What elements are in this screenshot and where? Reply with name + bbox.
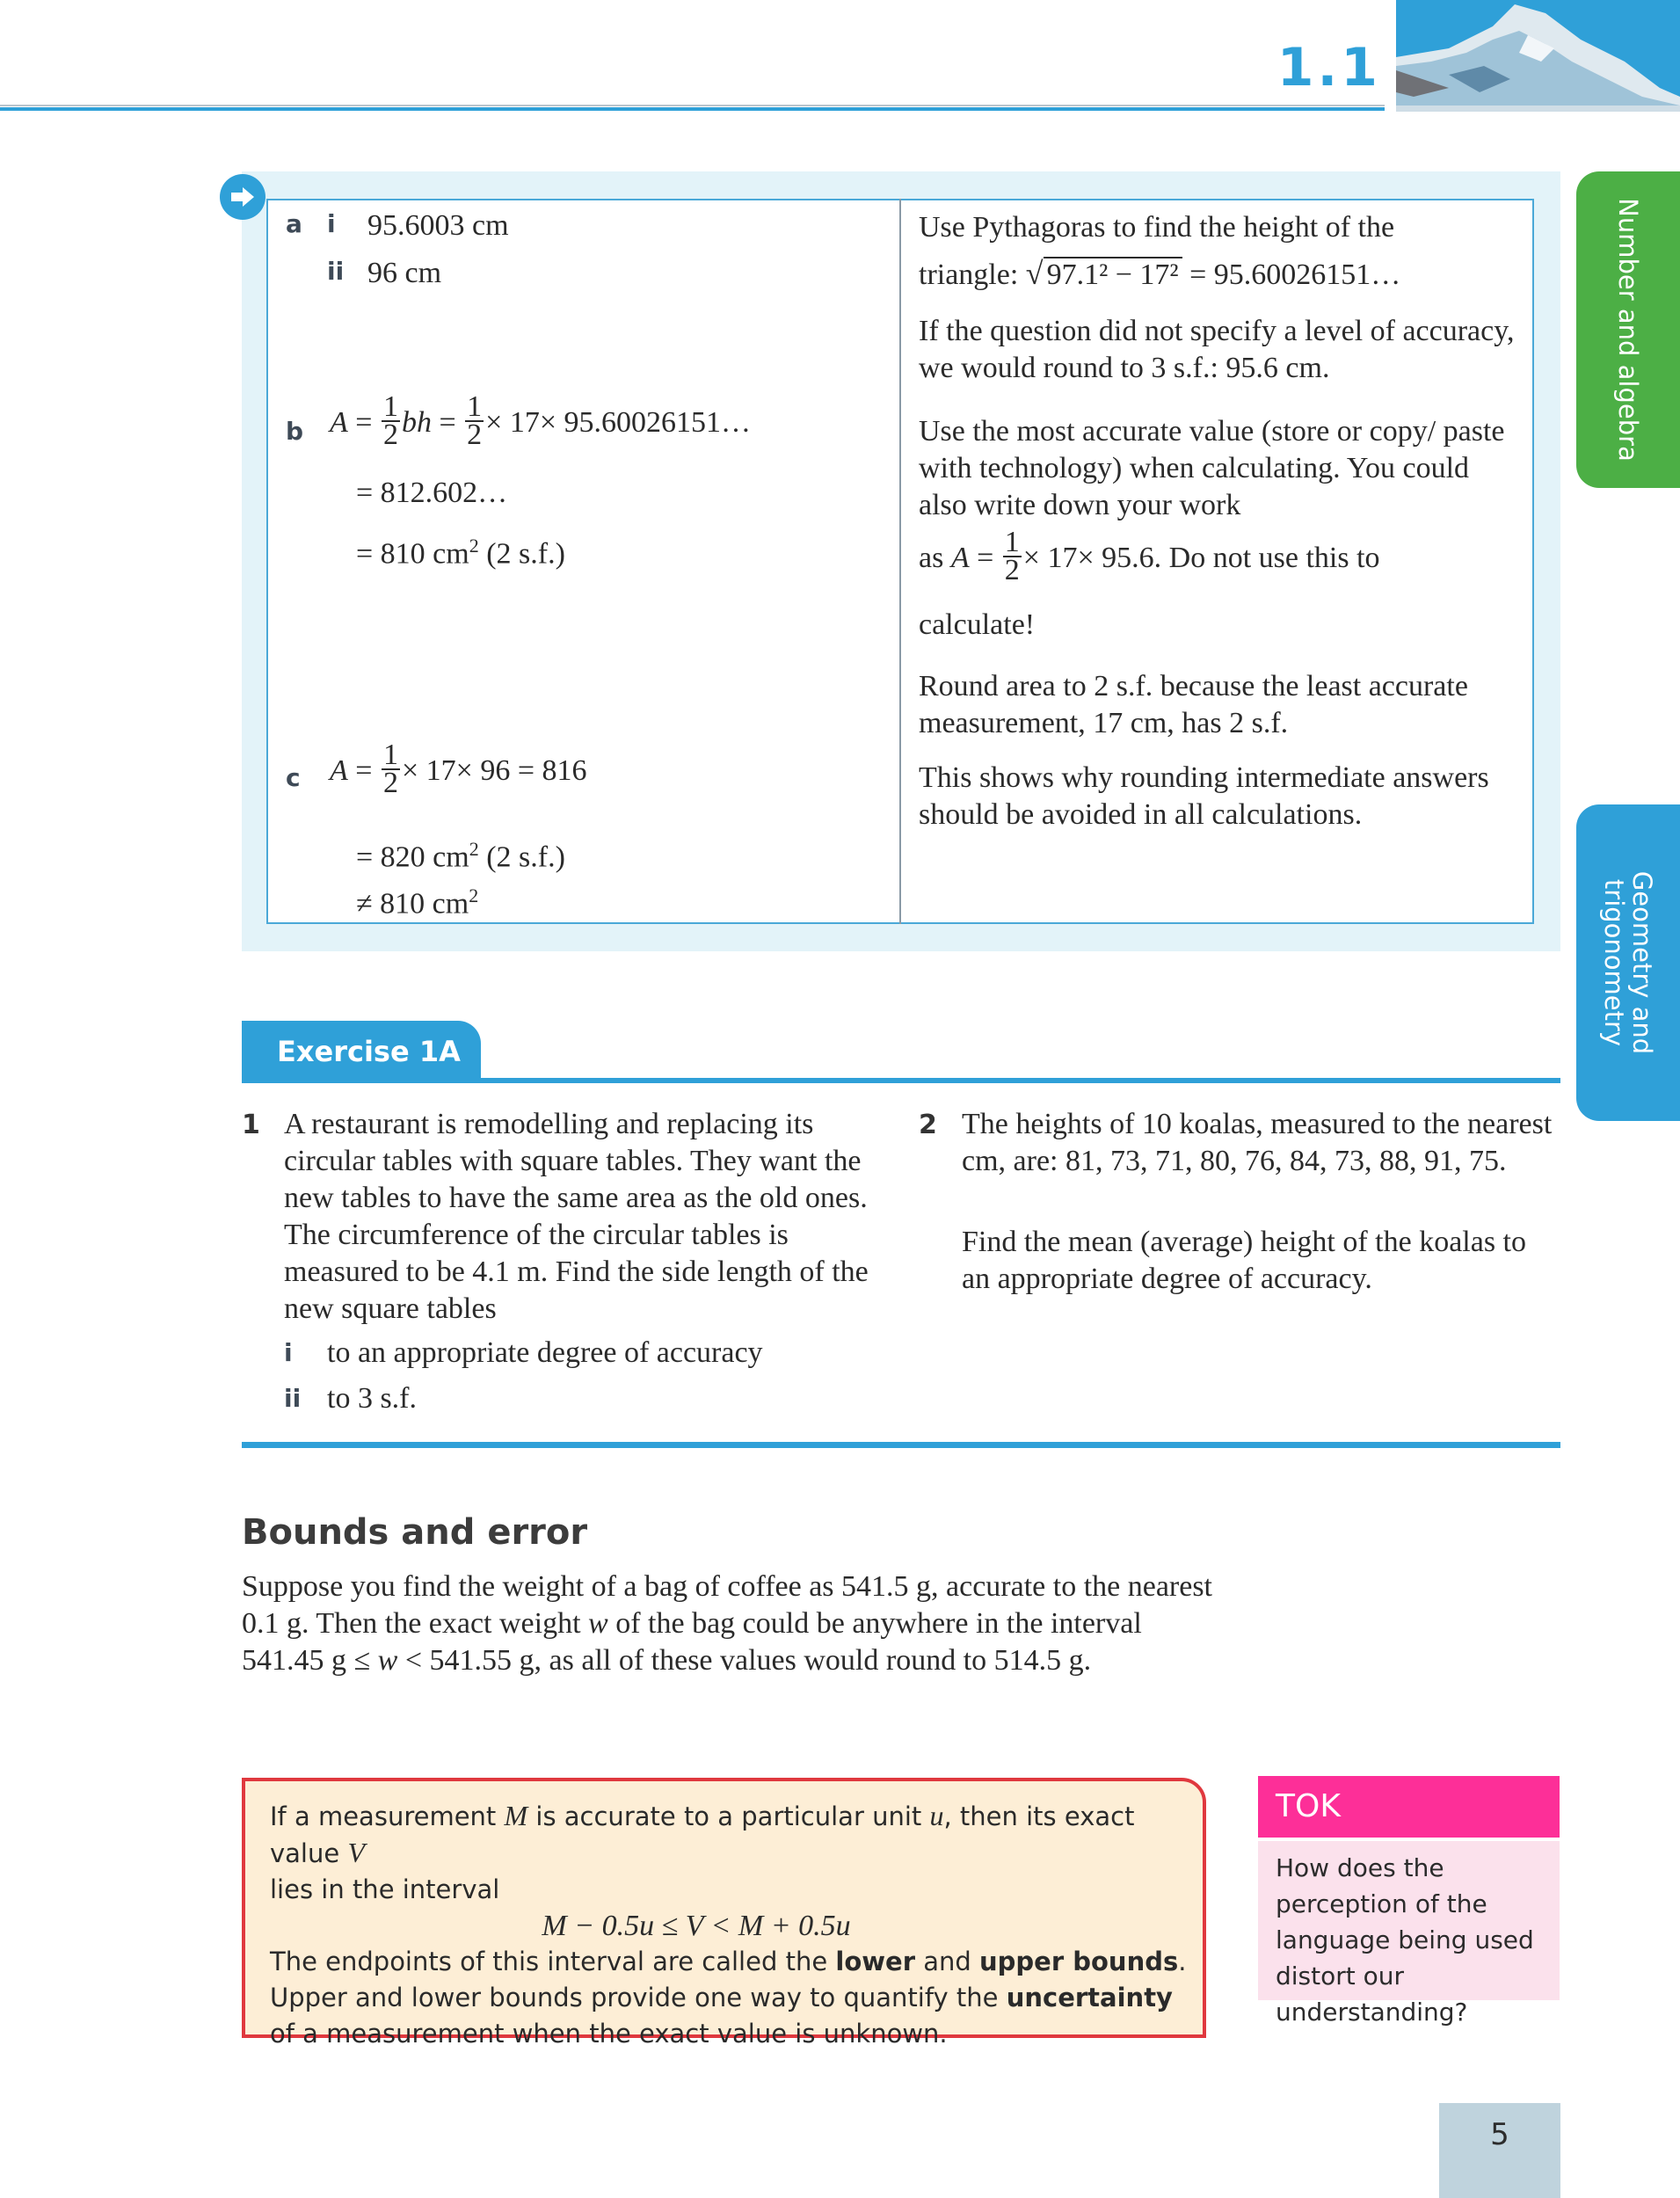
equals: = [347,753,380,787]
var-A: A [950,541,970,574]
mountain-image [1396,0,1680,112]
part-b-label: b [286,417,304,446]
fraction-half [1003,526,1022,586]
para-text: Suppose you find the weight of a bag of coffee as 541.5 g, accurate to the nearest 0.1 g. Then the exact weight [242,1570,1213,1640]
sf-note: (2 s.f.) [478,537,565,571]
part-c-line-1 [330,739,587,800]
part-b-line-2: = 812.602… [356,477,508,509]
area-value: = 810 cm [356,537,469,571]
para-text: of the bag could be anywhere in the interval 541.45 g ≤ [242,1607,1142,1677]
question-2-text-2: Find the mean (average) height of the koalas to an appropriate degree of accuracy. [962,1226,1526,1295]
part-b-line-1 [330,390,752,452]
term-lower: lower [835,1947,916,1976]
frac-num: 1 [467,390,483,423]
part-c-note: This shows why rounding intermediate answers should be avoided in all calculations. [919,761,1489,831]
frac-den: 2 [382,767,398,799]
bounds-formula: M − 0.5u ≤ V < M + 0.5u [542,1910,851,1942]
frac-den: 2 [467,418,483,451]
sf-note: (2 s.f.) [478,841,565,874]
equals: = [431,405,464,439]
part-b-note-2-end: calculate! [919,608,1036,641]
part-b-line-3 [356,528,565,572]
var-A: A [330,753,348,787]
var-u: u [929,1800,944,1831]
arrow-right-icon [229,186,256,208]
tok-text: How does the perception of the language being used distort our understanding? [1258,1841,1560,2000]
tok-title: TOK [1258,1776,1560,1838]
column-divider [899,199,901,924]
question-2-text: The heights of 10 koalas, measured to the nearest cm, are: 81, 73, 71, 80, 76, 84, 73, 88, 91, 75. [962,1108,1553,1177]
part-a-ii-value: 96 cm [367,257,442,289]
frac-den: 2 [1004,554,1020,586]
part-b-note-2 [919,526,1380,587]
part-c-line-3 [356,877,478,922]
header-rule-shadow [0,105,1385,106]
key-line-1 [270,1798,1193,1872]
question-1-part-ii-text: to 3 s.f. [327,1382,417,1415]
side-tab-label: Number and algebra [1613,198,1643,462]
kt: . [1178,1947,1187,1976]
var-w: w [588,1607,608,1640]
key-point-text [270,1798,1193,2052]
section-number: 1.1 [1276,37,1381,98]
equals: = [347,405,380,439]
part-b-rest: × 17× 95.60026151… [485,405,752,439]
note-post: × 17× 95.6. Do not use this to [1022,541,1380,574]
part-c-line-2 [356,831,565,876]
sqrt-icon: √ [1025,256,1044,291]
exercise-rule [242,1078,1560,1083]
var-A: A [330,405,348,439]
fraction-half [382,390,400,451]
fraction-half [465,390,484,451]
header-rule [0,107,1385,111]
frac-num: 1 [1004,526,1020,558]
part-b-note-1: Use the most accurate value (store or copy/ paste with technology) when calculating. You could also write down your work [919,415,1505,521]
part-a-note-line: Use Pythagoras to find the height of the [919,211,1395,244]
var-w: w [377,1644,398,1677]
kt: , then its exact value [270,1801,1135,1868]
superscript: 2 [469,838,479,860]
side-tab-label [1600,871,1656,1054]
side-tab-number-and-algebra[interactable] [1576,171,1680,488]
question-1-part-ii-label: ii [284,1384,302,1413]
note-prefix: triangle: [919,258,1026,291]
term-uncertainty: uncertainty [1006,1983,1173,2012]
question-2-number: 2 [919,1110,937,1140]
area-value: ≠ 810 cm [356,887,469,921]
part-a-label: a [286,209,302,238]
question-1-text: A restaurant is remodelling and replacing its circular tables with square tables. They want the new tables to have the same area as the old ones. The circumference of the circular tables is measured to be 4.1 m. Find the side length of the new square tables [284,1108,869,1325]
part-a-i-value: 95.6003 cm [367,209,509,242]
exercise-title: Exercise 1A [242,1021,481,1083]
note-prefix: as [919,541,951,574]
question-1-part-i-text: to an appropriate degree of accuracy [327,1336,763,1369]
para-text: < 541.55 g, as all of these values would round to 514.5 g. [397,1644,1092,1677]
area-value: = 820 cm [356,841,469,874]
part-b-note-3: Round area to 2 s.f. because the least accurate measurement, 17 cm, has 2 s.f. [919,670,1468,739]
var-bh: bh [401,405,432,439]
part-a-note-2: If the question did not specify a level of accuracy, we would round to 3 s.f.: 95.6 cm. [919,315,1515,384]
side-tab-label-line2: trigonometry [1599,878,1629,1047]
kt: of a measurement when the exact value is unknown. [270,2019,948,2049]
frac-den: 2 [382,418,398,451]
term-upper-bounds: upper bounds [979,1947,1179,1976]
superscript: 2 [469,884,479,906]
kt: The endpoints of this interval are called the [270,1947,836,1976]
part-a-note-1 [919,209,1525,294]
part-a [286,209,302,238]
question-1-part-i-label: i [284,1338,293,1367]
kt: Upper and lower bounds provide one way to quantify the [270,1983,1007,2012]
kt: is accurate to a particular unit [527,1801,930,1831]
pythagoras-expression [919,255,1525,294]
continue-arrow-button[interactable] [220,174,265,220]
frac-num: 1 [382,390,398,423]
part-a-i-label: i [327,209,336,238]
superscript: 2 [469,535,479,557]
note-result: = 95.60026151… [1182,258,1401,291]
part-a-ii-label: ii [327,257,345,286]
part-c-label: c [286,763,301,792]
mountain-icon [1396,0,1680,112]
var-M: M [504,1800,528,1831]
part-c-rest: × 17× 96 = 816 [401,753,587,787]
frac-num: 1 [382,739,398,771]
key-line-3 [270,1944,1193,1980]
section-heading: Bounds and error [242,1512,588,1553]
fraction-half [382,739,400,799]
key-line-4 [270,1980,1193,2052]
side-tab-geometry-and-trigonometry[interactable] [1576,804,1680,1121]
bounds-paragraph [242,1568,1218,1679]
question-1-number: 1 [242,1110,260,1140]
kt: If a measurement [270,1801,505,1831]
key-line-2: lies in the interval [270,1874,500,1904]
var-V: V [347,1837,365,1868]
equals: = [969,541,1001,574]
page-number: 5 [1439,2103,1560,2198]
exercise-bottom-rule [242,1442,1560,1448]
side-tab-label-line1: Geometry and [1627,870,1657,1055]
radicand: 97.1² − 17² [1044,257,1182,291]
kt: and [915,1947,980,1976]
